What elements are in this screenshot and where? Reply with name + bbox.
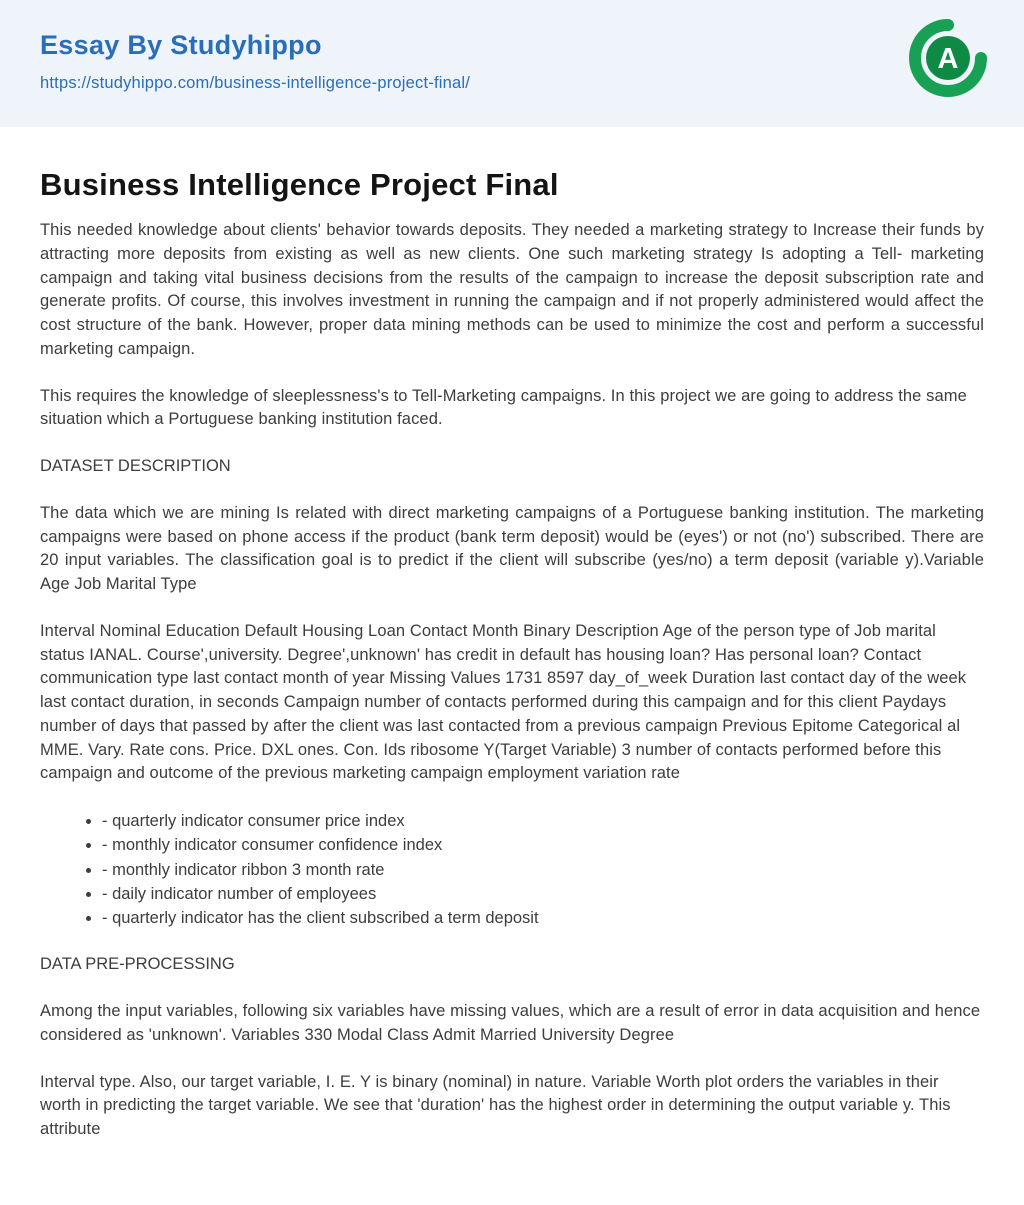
logo-letter: A [937, 43, 959, 75]
paragraph-preprocessing-2: Interval type. Also, our target variable, I. E. Y is binary (nominal) in nature. Variable Worth plot orders the variables in their worth in predicting the target variable. We see that 'duration' has the highest order in determining the output variable y. This attribute [40, 1072, 951, 1138]
list-item: • - daily indicator number of employees [102, 882, 984, 906]
list-item: • - quarterly indicator consumer price index [102, 809, 984, 833]
list-item: • - monthly indicator consumer confidence index [102, 833, 984, 857]
indicator-list [40, 809, 984, 930]
essay-content [0, 127, 1024, 1205]
logo-a-icon [908, 18, 988, 98]
header-title: Essay By Studyhippo [40, 30, 322, 60]
essay-title: Business Intelligence Project Final [40, 167, 559, 202]
paragraph-dataset-1: The data which we are mining Is related with direct marketing campaigns of a Portuguese banking institution. The marketing campaigns were based on phone access if the product (bank term deposit) would be (eyes') or not (no') subscribed. There are 20 input variables. The classification goal is to predict if the client will subscribe (yes/no) a term deposit (variable y).Variable Age Job Marital Type [40, 503, 984, 593]
paragraph-preprocessing-1: Among the input variables, following six variables have missing values, which are a result of error in data acquisition and hence considered as 'unknown'. Variables 330 Modal Class Admit Married University Degree [40, 1002, 981, 1044]
list-item: • - monthly indicator ribbon 3 month rate [102, 858, 984, 882]
paragraph-dataset-2: Interval Nominal Education Default Housing Loan Contact Month Binary Description Age of the person type of Job marital status IANAL. Course',university. Degree',unknown' has credit in default has housing loan? Has personal loan? Contact communication type last contact month of year Missing Values 1731 8597 day_of_week Duration last contact day of the week last contact duration, in seconds Campaign number of contacts performed during this campaign and for this client Paydays number of days that passed by after the client was last contacted from a previous campaign Previous Epitome Categorical al MME. Vary. Rate cons. Price. DXL ones. Con. Ids ribosome Y(Target Variable) 3 number of contacts performed before this campaign and outcome of the previous marketing campaign employment variation rate [40, 621, 967, 783]
page-header [0, 0, 1024, 127]
paragraph-intro-2: This requires the knowledge of sleeplessness's to Tell-Marketing campaigns. In this project we are going to address the same situation which a Portuguese banking institution faced. [40, 386, 967, 429]
section-heading-dataset-description: DATASET DESCRIPTION [40, 457, 231, 475]
source-url-link[interactable]: https://studyhippo.com/business-intelligence-project-final/ [40, 74, 471, 92]
paragraph-intro-1: This needed knowledge about clients' behavior towards deposits. They needed a marketing strategy to Increase their funds by attracting more deposits from existing as well as new clients. One such marketing strategy Is adopting a Tell- marketing campaign and taking vital business decisions from the results of the campaign to increase the deposit subscription rate and generate profits. Of course, this involves investment in running the campaign and if not properly administered would affect the cost structure of the bank. However, proper data mining methods can be used to minimize the cost and perform a successful marketing campaign. [40, 221, 984, 358]
list-item: • - quarterly indicator has the client subscribed a term deposit [102, 906, 984, 930]
studyhippo-logo[interactable] [908, 18, 988, 98]
section-heading-data-preprocessing: DATA PRE-PROCESSING [40, 955, 235, 974]
